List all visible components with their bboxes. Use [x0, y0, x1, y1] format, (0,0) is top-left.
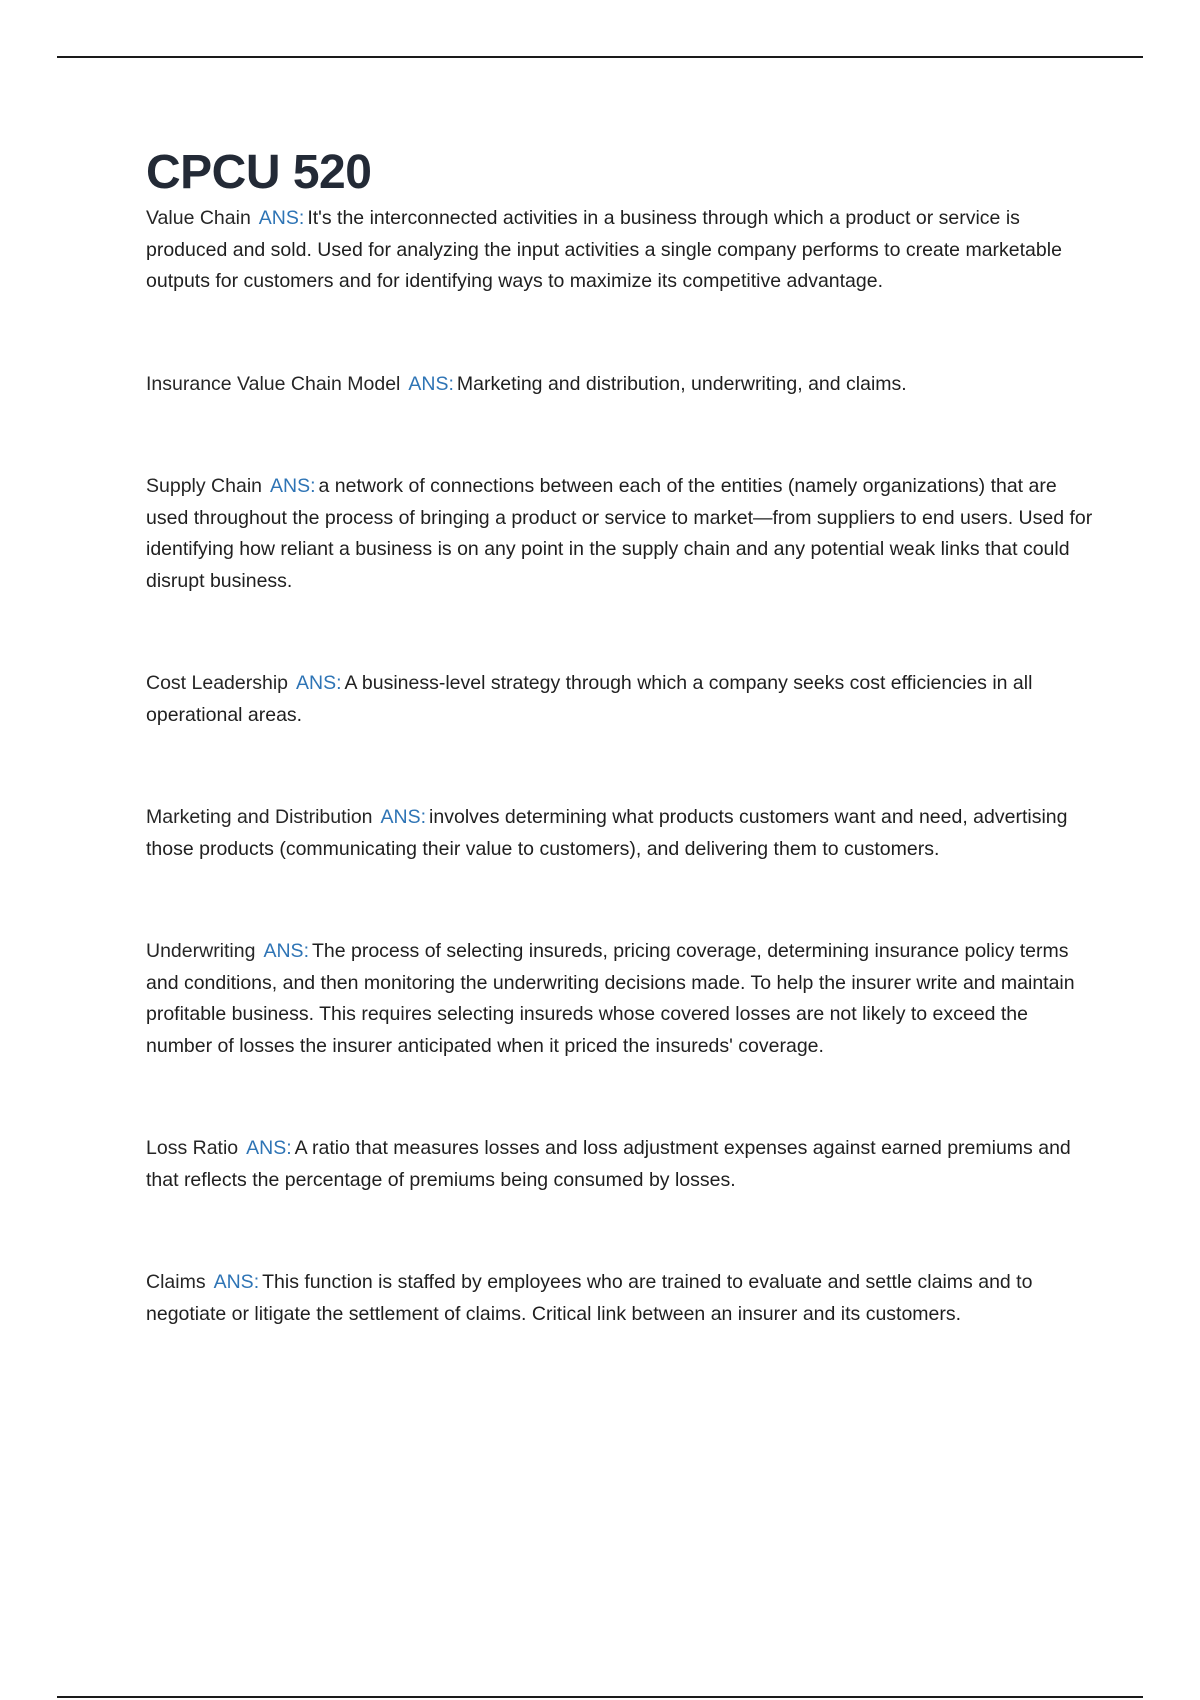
entry-term: Value Chain [146, 207, 251, 229]
entry-underwriting [146, 936, 1096, 1062]
entry-term: Supply Chain [146, 475, 262, 497]
document-title: CPCU 520 [146, 146, 372, 199]
entry-answer: A ratio that measures losses and loss adjustment expenses against earned premiums and that reflects the percentage of premiums being consumed by losses. [146, 1137, 1071, 1191]
ans-label: ANS: [258, 207, 305, 229]
entry-insurance-value-chain-model [146, 369, 1096, 401]
ans-label: ANS: [263, 940, 309, 962]
entry-answer: A business-level strategy through which a company seeks cost efficiencies in all operational areas. [146, 672, 1033, 726]
entry-answer: This function is staffed by employees who are trained to evaluate and settle claims and to negotiate or litigate the settlement of claims. Critical link between an insurer and its customers. [146, 1271, 1033, 1325]
entry-answer: Marketing and distribution, underwriting, and claims. [456, 372, 907, 395]
entry-claims [146, 1267, 1096, 1330]
document-page [146, 143, 1096, 1330]
entry-term: Marketing and Distribution [146, 806, 373, 828]
ans-label: ANS: [380, 806, 427, 828]
entry-term: Underwriting [146, 940, 256, 962]
entry-answer: The process of selecting insureds, pricing coverage, determining insurance policy terms and conditions, and then monitoring the underwriting decisions made. To help the insurer write and maintain profitable business. This requires selecting insureds whose covered losses are not likely to exceed the number of losses the insurer anticipated when it priced the insureds' coverage. [146, 940, 1075, 1057]
entry-term: Loss Ratio [146, 1137, 239, 1159]
entry-cost-leadership [146, 668, 1096, 731]
entry-answer: a network of connections between each of the entities (namely organizations) that are used throughout the process of bringing a product or service to market—from suppliers to end users. Used for identifying how reliant a business is on any point in the supply chain and any potential weak links that could disrupt business. [146, 475, 1093, 592]
ans-label: ANS: [408, 372, 454, 395]
entry-answer: involves determining what products customers want and need, advertising those products (communicating their value to customers), and delivering them to customers. [146, 806, 1068, 860]
ans-label: ANS: [213, 1271, 260, 1293]
entry-term: Claims [146, 1271, 206, 1293]
entry-marketing-and-distribution [146, 802, 1096, 865]
entry-answer: It's the interconnected activities in a business through which a product or service is produced and sold. Used for analyzing the input activities a single company performs to create marketable outputs for customers and for identifying ways to maximize its competitive advantage. [146, 207, 1062, 292]
entry-term: Insurance Value Chain Model [146, 372, 401, 395]
ans-label: ANS: [270, 475, 316, 497]
ans-label: ANS: [246, 1137, 292, 1159]
bottom-rule [57, 1696, 1143, 1698]
entry-loss-ratio [146, 1133, 1096, 1196]
entry-supply-chain [146, 471, 1096, 597]
entry-value-chain [146, 203, 1096, 298]
entry-term: Cost Leadership [146, 672, 289, 694]
top-rule [57, 56, 1143, 58]
ans-label: ANS: [296, 672, 342, 694]
